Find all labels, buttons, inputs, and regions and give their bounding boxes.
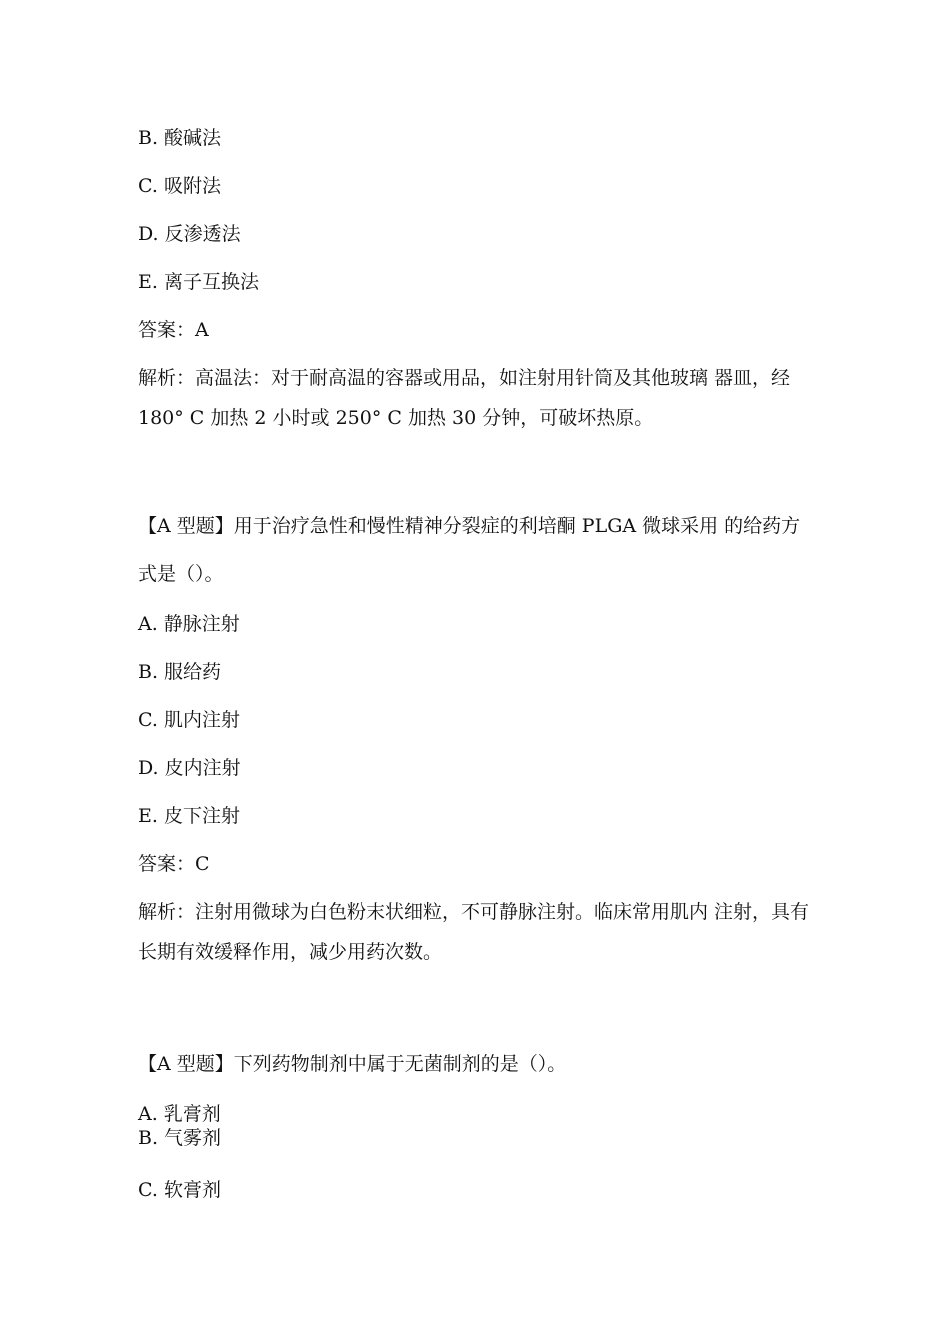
answer: 答案：C <box>138 853 210 875</box>
option-c: C. 吸附法 <box>138 175 221 197</box>
option-a: A. 乳膏剂 <box>138 1103 221 1125</box>
question-text: 【A 型题】用于治疗急性和慢性精神分裂症的利培酮 PLGA 微球采用 的给药方式是（）。 <box>138 515 801 585</box>
explanation: 解析：高温法：对于耐高温的容器或用品，如注射用针筒及其他玻璃 器皿，经 180° C 加热 2 小时或 250° C 加热 30 分钟，可破坏热原。 <box>138 367 791 429</box>
option-d: D. 反渗透法 <box>138 223 241 245</box>
option-e: E. 皮下注射 <box>138 805 240 827</box>
explanation: 解析：注射用微球为白色粉末状细粒，不可静脉注射。临床常用肌内 注射，具有长期有效缓释作用，减少用药次数。 <box>138 901 810 963</box>
option-b: B. 气雾剂 <box>138 1127 222 1149</box>
option-d: D. 皮内注射 <box>138 757 241 779</box>
option-e: E. 离子互换法 <box>138 271 259 293</box>
option-c: C. 肌内注射 <box>138 709 240 731</box>
option-a: A. 静脉注射 <box>138 613 240 635</box>
answer: 答案：A <box>138 319 209 341</box>
question-text: 【A 型题】下列药物制剂中属于无菌制剂的是（）。 <box>138 1053 567 1075</box>
option-b: B. 酸碱法 <box>138 127 222 149</box>
option-c: C. 软膏剂 <box>138 1179 221 1201</box>
option-b: B. 服给药 <box>138 661 222 683</box>
